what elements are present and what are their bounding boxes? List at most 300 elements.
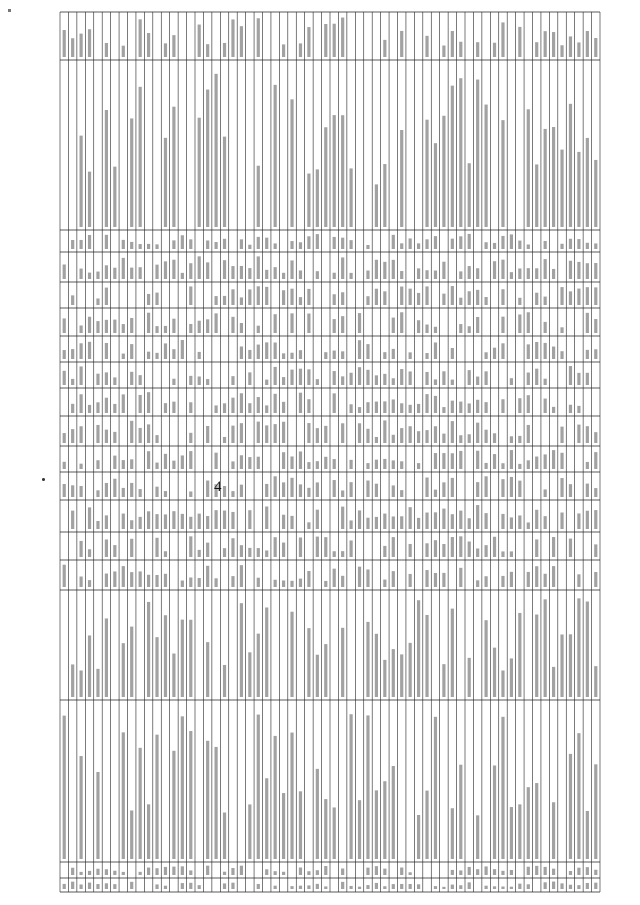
cell-text-mark [155,463,158,469]
cell-text-mark [501,514,504,529]
cell-text-mark [560,351,563,359]
cell-text-mark [594,263,597,279]
cell-text-mark [316,234,319,249]
cell-text-mark [79,394,82,413]
cell-text-mark [248,457,251,469]
cell-text-mark [569,261,572,279]
cell-text-mark [425,372,428,385]
cell-text-mark [265,425,268,443]
cell-text-mark [476,815,479,859]
cell-text-mark [484,297,487,305]
cell-text-mark [214,405,217,413]
cell-text-mark [468,234,471,249]
cell-text-mark [71,379,74,385]
cell-text-mark [594,432,597,443]
cell-text-mark [79,577,82,587]
cell-text-mark [113,404,116,413]
cell-text-mark [231,398,234,413]
cell-text-mark [290,99,293,227]
cell-text-mark [63,484,66,497]
cell-text-mark [468,867,471,875]
cell-text-mark [88,871,91,875]
cell-text-mark [299,791,302,859]
cell-text-mark [341,292,344,305]
cell-text-mark [400,243,403,249]
cell-text-mark [316,271,319,279]
cell-text-mark [392,235,395,249]
cell-text-mark [349,886,352,889]
cell-text-mark [442,434,445,443]
cell-text-mark [105,618,108,697]
cell-text-mark [544,867,547,875]
cell-text-mark [79,366,82,385]
cell-text-mark [510,887,513,889]
cell-text-mark [341,882,344,889]
cell-text-mark [299,886,302,889]
cell-text-mark [172,461,175,469]
cell-text-mark [248,403,251,413]
cell-text-mark [527,572,530,587]
cell-text-mark [468,542,471,557]
cell-text-mark [349,168,352,227]
cell-text-mark [341,238,344,249]
cell-text-mark [139,428,142,443]
cell-text-mark [476,400,479,413]
cell-text-mark [63,433,66,443]
cell-text-mark [214,296,217,305]
cell-text-mark [198,352,201,359]
cell-text-mark [155,265,158,279]
cell-text-mark [181,620,184,697]
cell-text-mark [333,294,336,305]
cell-text-mark [484,371,487,385]
cell-text-mark [375,260,378,279]
cell-text-mark [71,404,74,413]
cell-text-mark [189,870,192,875]
cell-text-mark [560,244,563,249]
cell-text-mark [324,457,327,469]
cell-text-mark [79,756,82,859]
cell-text-mark [130,421,133,443]
cell-text-mark [383,420,386,443]
cell-text-mark [299,369,302,385]
cell-text-mark [105,398,108,413]
cell-text-mark [569,405,572,413]
cell-text-mark [417,884,420,889]
cell-text-mark [577,152,580,227]
cell-text-mark [206,44,209,57]
cell-text-mark [63,565,66,587]
cell-text-mark [569,885,572,889]
cell-text-mark [560,883,563,889]
cell-text-mark [206,90,209,227]
cell-text-mark [130,539,133,557]
cell-text-mark [164,326,167,333]
cell-text-mark [316,428,319,443]
cell-text-mark [366,715,369,859]
cell-text-mark [569,539,572,557]
cell-text-mark [299,43,302,57]
cell-text-mark [501,399,504,413]
cell-text-mark [501,236,504,249]
cell-text-mark [577,42,580,57]
cell-text-mark [282,402,285,413]
cell-text-mark [333,319,336,333]
cell-text-mark [459,402,462,413]
cell-text-mark [375,866,378,875]
cell-text-mark [265,507,268,529]
cell-text-mark [290,241,293,249]
cell-text-mark [265,405,268,413]
cell-text-mark [240,26,243,57]
cell-text-mark [476,268,479,279]
cell-text-mark [358,800,361,859]
cell-text-mark [544,379,547,385]
cell-text-mark [172,349,175,359]
cell-text-mark [535,783,538,859]
cell-text-mark [231,317,234,333]
cell-text-mark [586,811,589,859]
cell-text-mark [223,511,226,529]
cell-text-mark [349,482,352,497]
cell-text-mark [189,402,192,413]
cell-text-mark [122,46,125,57]
cell-text-mark [223,239,226,249]
cell-text-mark [130,572,133,587]
cell-text-mark [96,298,99,305]
cell-text-mark [527,344,530,359]
cell-text-mark [459,885,462,889]
cell-text-mark [417,320,420,333]
cell-text-mark [248,510,251,529]
cell-text-mark [79,426,82,443]
cell-text-mark [527,109,530,227]
cell-text-mark [594,38,597,57]
cell-text-mark [206,642,209,697]
cell-text-mark [71,485,74,497]
cell-text-mark [442,453,445,469]
cell-text-mark [358,367,361,385]
cell-text-mark [113,871,116,875]
cell-text-mark [577,868,580,875]
cell-text-mark [231,426,234,443]
cell-text-mark [333,237,336,249]
cell-text-mark [510,870,513,875]
cell-text-mark [527,268,530,279]
cell-text-mark [155,293,158,305]
cell-text-mark [560,634,563,697]
cell-text-mark [206,319,209,333]
cell-text-mark [130,344,133,359]
cell-text-mark [113,571,116,587]
cell-text-mark [265,238,268,249]
cell-text-mark [459,42,462,57]
cell-text-mark [147,511,150,529]
cell-text-mark [459,298,462,305]
cell-text-mark [527,460,530,469]
cell-text-mark [105,483,108,497]
cell-text-mark [349,714,352,859]
cell-text-mark [594,666,597,697]
cell-text-mark [71,664,74,697]
cell-text-mark [307,27,310,57]
cell-text-mark [240,603,243,697]
cell-text-mark [493,261,496,279]
cell-text-mark [147,313,150,333]
cell-text-mark [147,294,150,305]
cell-text-mark [510,378,513,385]
cell-text-mark [510,807,513,859]
cell-text-mark [307,314,310,333]
cell-text-mark [552,450,555,469]
cell-text-mark [265,778,268,859]
cell-text-mark [307,174,310,227]
cell-text-mark [341,628,344,697]
cell-text-mark [316,169,319,227]
cell-text-mark [155,487,158,497]
cell-text-mark [400,654,403,697]
cell-text-mark [139,375,142,385]
cell-text-mark [181,455,184,469]
cell-text-mark [333,371,336,385]
cell-text-mark [189,239,192,249]
cell-text-mark [409,426,412,443]
cell-text-mark [451,286,454,305]
cell-text-mark [527,244,530,249]
cell-text-mark [501,717,504,859]
cell-text-mark [198,376,201,385]
cell-text-mark [282,580,285,587]
cell-text-mark [594,870,597,875]
cell-text-mark [476,548,479,557]
cell-text-mark [79,34,82,57]
cell-text-mark [400,428,403,443]
cell-text-mark [577,373,580,385]
cell-text-mark [265,607,268,697]
cell-text-mark [544,489,547,497]
cell-text-mark [442,45,445,57]
cell-text-mark [392,260,395,279]
cell-text-mark [130,627,133,697]
cell-text-mark [223,548,226,557]
cell-text-mark [442,887,445,889]
cell-text-mark [468,326,471,333]
page-number: 4 [214,479,222,495]
cell-text-mark [63,264,66,279]
cell-text-mark [535,566,538,587]
cell-text-mark [383,352,386,359]
cell-text-mark [468,882,471,889]
cell-text-mark [476,580,479,587]
cell-text-mark [155,435,158,443]
cell-text-mark [392,378,395,385]
cell-text-mark [383,262,386,279]
cell-text-mark [544,574,547,587]
cell-text-mark [223,883,226,889]
cell-text-mark [71,429,74,443]
cell-text-mark [130,242,133,249]
cell-text-mark [510,477,513,497]
cell-text-mark [493,454,496,469]
cell-text-mark [189,491,192,497]
cell-text-mark [299,537,302,557]
cell-text-mark [366,271,369,279]
cell-text-mark [274,476,277,497]
cell-text-mark [400,868,403,875]
cell-text-mark [383,546,386,557]
cell-text-mark [290,289,293,305]
cell-text-mark [223,260,226,279]
cell-text-mark [223,872,226,875]
cell-text-mark [518,398,521,413]
cell-text-mark [383,291,386,305]
cell-text-mark [274,424,277,443]
cell-text-mark [560,287,563,305]
cell-text-mark [409,238,412,249]
cell-text-mark [434,717,437,859]
cell-text-mark [476,869,479,875]
cell-text-mark [164,454,167,469]
cell-text-mark [468,291,471,305]
cell-text-mark [307,628,310,697]
cell-text-mark [257,345,260,359]
cell-text-mark [105,235,108,249]
cell-text-mark [181,514,184,529]
cell-text-mark [96,521,99,529]
cell-text-mark [586,313,589,333]
cell-text-mark [96,321,99,333]
cell-text-mark [274,243,277,249]
cell-text-mark [425,615,428,697]
cell-text-mark [535,342,538,359]
cell-text-mark [434,271,437,279]
cell-text-mark [172,107,175,227]
cell-text-mark [316,482,319,497]
cell-text-mark [569,104,572,227]
cell-text-mark [459,511,462,529]
cell-text-mark [105,43,108,57]
cell-text-mark [544,882,547,889]
cell-text-mark [274,871,277,875]
cell-text-mark [594,243,597,249]
cell-text-mark [468,370,471,385]
cell-text-mark [265,484,268,497]
cell-text-mark [476,505,479,529]
cell-text-mark [164,574,167,587]
cell-text-mark [96,425,99,443]
cell-text-mark [434,342,437,359]
cell-text-mark [442,509,445,529]
cell-text-mark [274,580,277,587]
cell-text-mark [257,422,260,443]
cell-text-mark [451,870,454,875]
cell-text-mark [79,136,82,227]
cell-text-mark [63,318,66,333]
cell-text-mark [231,19,234,57]
cell-text-mark [198,578,201,587]
cell-text-mark [451,348,454,359]
cell-text-mark [248,268,251,279]
cell-text-mark [316,884,319,889]
cell-text-mark [164,886,167,889]
cell-text-mark [240,545,243,557]
cell-text-mark [544,129,547,227]
cell-text-mark [442,544,445,557]
cell-text-mark [552,347,555,359]
cell-text-mark [392,485,395,497]
cell-text-mark [299,579,302,587]
cell-text-mark [366,245,369,249]
cell-text-mark [442,371,445,385]
cell-text-mark [417,243,420,249]
cell-text-mark [434,453,437,469]
cell-text-mark [113,268,116,279]
cell-text-mark [358,313,361,333]
cell-text-mark [552,32,555,57]
cell-text-mark [493,43,496,57]
cell-text-mark [501,887,504,889]
cell-text-mark [206,379,209,385]
cell-text-mark [240,323,243,333]
cell-text-mark [307,885,310,889]
cell-text-mark [383,886,386,889]
cell-text-mark [484,352,487,359]
cell-text-mark [290,733,293,859]
cell-text-mark [316,655,319,697]
cell-text-mark [375,402,378,413]
cell-text-mark [333,351,336,359]
cell-text-mark [392,649,395,697]
cell-text-mark [105,372,108,385]
cell-text-mark [265,380,268,385]
cell-text-mark [189,433,192,443]
cell-text-mark [122,324,125,333]
cell-text-mark [130,520,133,529]
cell-text-mark [409,884,412,889]
cell-text-mark [459,536,462,557]
cell-text-mark [63,350,66,359]
cell-text-mark [409,872,412,875]
cell-text-mark [79,884,82,889]
cell-text-mark [79,486,82,497]
cell-text-mark [459,271,462,279]
cell-text-mark [544,241,547,249]
cell-text-mark [307,488,310,497]
cell-text-mark [535,268,538,279]
cell-text-mark [113,377,116,385]
cell-text-mark [375,184,378,227]
cell-text-mark [155,868,158,875]
cell-text-mark [459,568,462,587]
cell-text-mark [476,290,479,305]
cell-text-mark [63,884,66,889]
cell-text-mark [476,42,479,57]
cell-text-mark [417,431,420,443]
cell-text-mark [535,866,538,875]
cell-text-mark [594,452,597,469]
cell-text-mark [527,425,530,443]
cell-text-mark [425,325,428,333]
cell-text-mark [484,105,487,227]
cell-text-mark [425,286,428,305]
cell-text-mark [442,573,445,587]
cell-text-mark [113,167,116,227]
cell-text-mark [139,395,142,413]
cell-text-mark [349,373,352,385]
cell-text-mark [324,537,327,557]
cell-text-mark [383,374,386,385]
cell-text-mark [333,569,336,587]
